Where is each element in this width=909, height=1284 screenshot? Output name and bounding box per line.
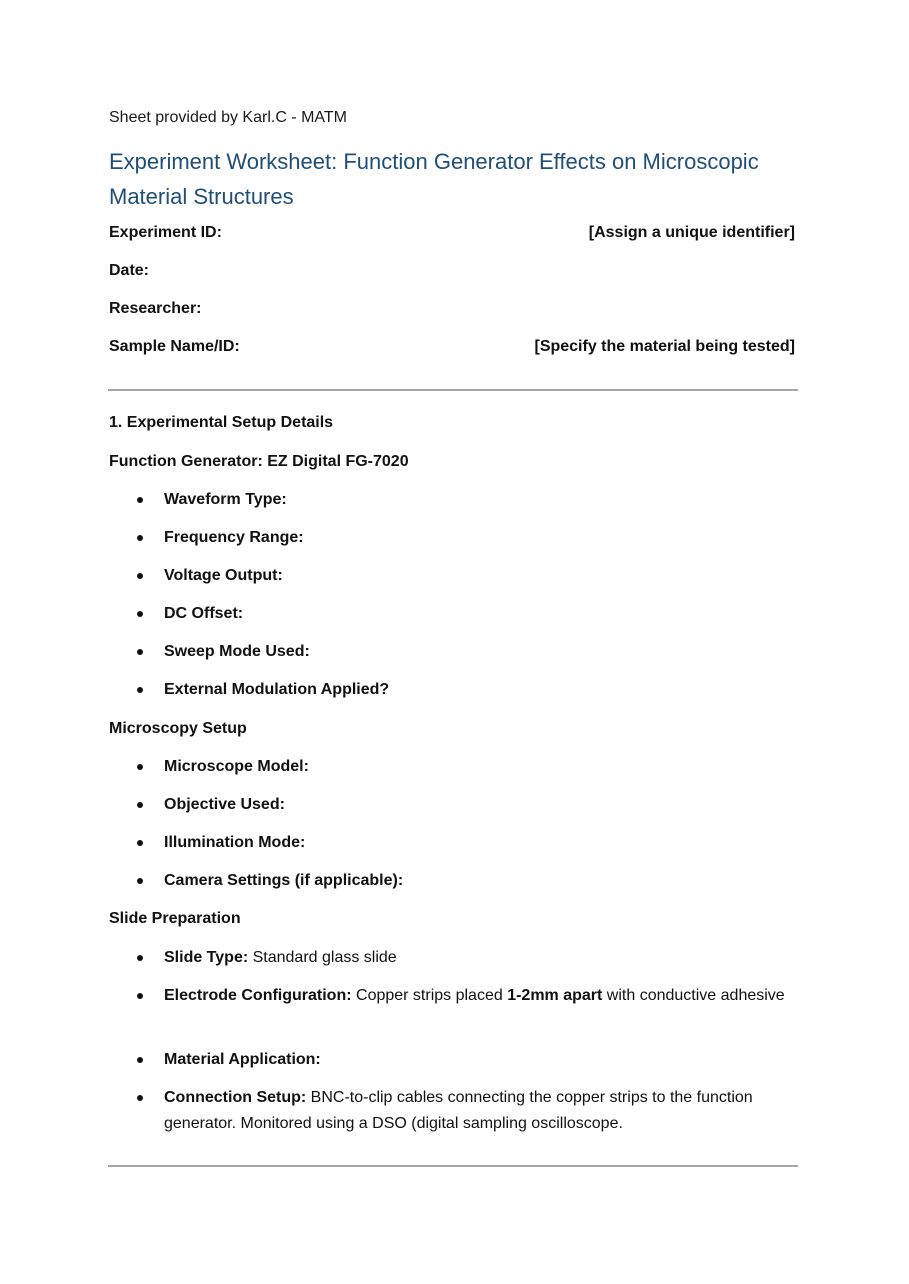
item-label: Waveform Type: bbox=[164, 491, 287, 508]
field-label: Researcher: bbox=[109, 300, 202, 317]
item-label: Voltage Output: bbox=[164, 567, 283, 584]
item-label: Objective Used: bbox=[164, 796, 285, 813]
item-label: Illumination Mode: bbox=[164, 834, 306, 851]
item-label: Camera Settings (if applicable): bbox=[164, 872, 404, 889]
slide-preparation-heading: Slide Preparation bbox=[109, 910, 241, 927]
section-heading: 1. Experimental Setup Details bbox=[109, 414, 334, 431]
bullet-icon bbox=[137, 955, 143, 961]
item-label: DC Offset: bbox=[164, 605, 244, 622]
bullet-icon bbox=[137, 573, 143, 579]
item-label: Frequency Range: bbox=[164, 529, 304, 546]
item-label: Microscope Model: bbox=[164, 758, 309, 775]
bullet-icon bbox=[137, 1095, 143, 1101]
bullet-icon bbox=[137, 497, 143, 503]
bullet-icon bbox=[137, 649, 143, 655]
bullet-icon bbox=[137, 802, 143, 808]
horizontal-divider bbox=[108, 389, 798, 391]
field-label: Experiment ID: bbox=[109, 224, 222, 241]
item-text: Standard glass slide bbox=[248, 949, 397, 966]
item-label: Connection Setup: bbox=[164, 1089, 307, 1106]
bullet-icon bbox=[137, 535, 143, 541]
provided-by-note: Sheet provided by Karl.C - MATM bbox=[109, 109, 348, 126]
bullet-icon bbox=[137, 993, 143, 999]
bullet-icon bbox=[137, 611, 143, 617]
item-text: BNC-to-clip cables connecting the copper strips to the function generator. Monitored using a DSO (digital sampling oscilloscope. bbox=[164, 1089, 753, 1132]
horizontal-divider bbox=[108, 1165, 798, 1167]
bullet-icon bbox=[137, 687, 143, 693]
item-label: Slide Type: bbox=[164, 949, 249, 966]
item-label: Electrode Configuration: bbox=[164, 987, 352, 1004]
document-title: Experiment Worksheet: Function Generator Effects on Microscopic Material Structures bbox=[109, 149, 759, 209]
field-value: [Specify the material being tested] bbox=[534, 338, 795, 355]
bullet-icon bbox=[137, 1057, 143, 1063]
field-label: Sample Name/ID: bbox=[109, 338, 240, 355]
item-emphasis: 1-2mm apart bbox=[507, 987, 603, 1004]
function-generator-heading: Function Generator: EZ Digital FG-7020 bbox=[109, 453, 409, 470]
item-label: Sweep Mode Used: bbox=[164, 643, 310, 660]
bullet-icon bbox=[137, 878, 143, 884]
field-label: Date: bbox=[109, 262, 150, 279]
item-label: Material Application: bbox=[164, 1051, 321, 1068]
item-text: Copper strips placed bbox=[351, 987, 508, 1004]
microscopy-setup-heading: Microscopy Setup bbox=[109, 720, 247, 737]
field-value: [Assign a unique identifier] bbox=[588, 224, 795, 241]
item-label: External Modulation Applied? bbox=[164, 681, 390, 698]
item-text: with conductive adhesive bbox=[602, 987, 785, 1004]
bullet-icon bbox=[137, 840, 143, 846]
bullet-icon bbox=[137, 764, 143, 770]
